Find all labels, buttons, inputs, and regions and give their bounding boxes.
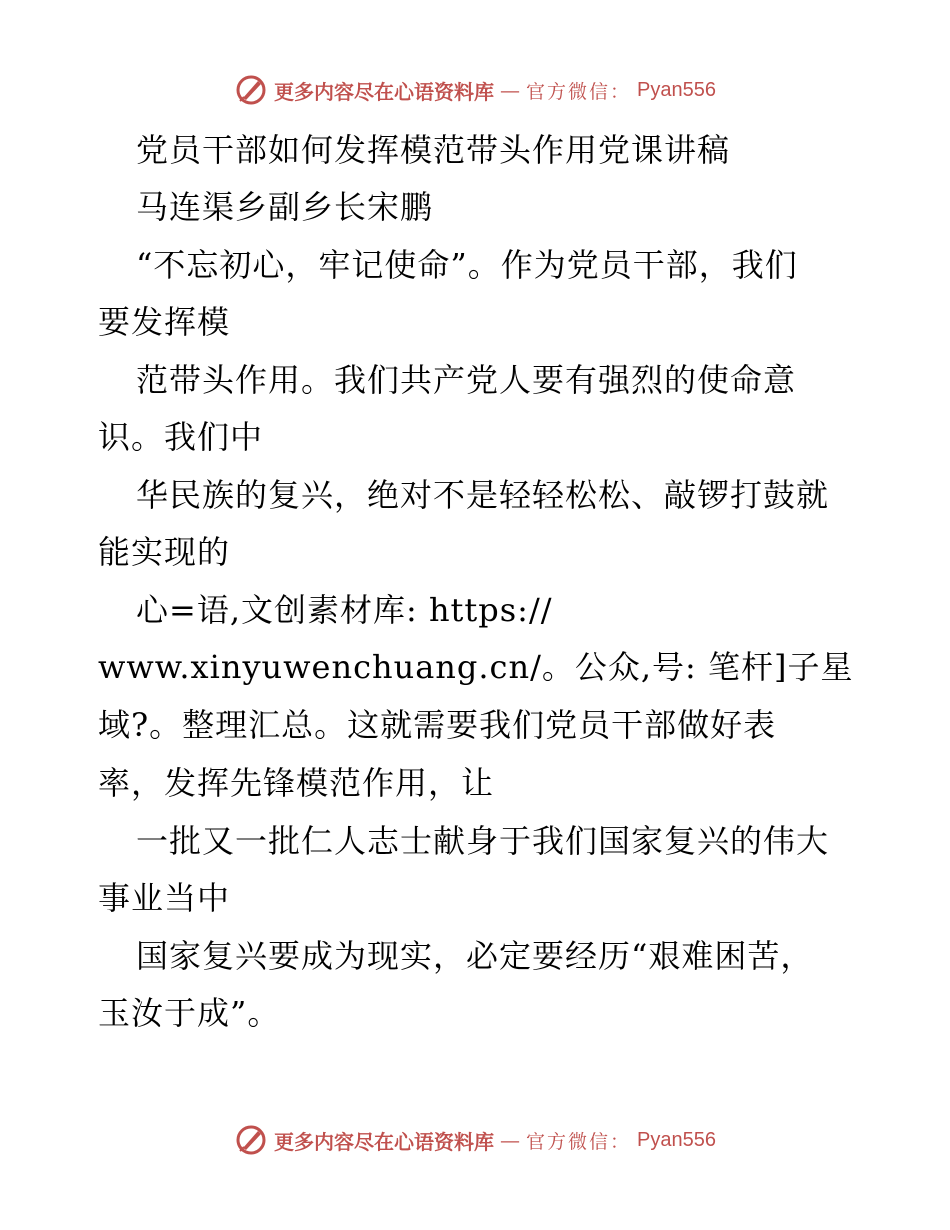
footer-wechat-label: 官方微信： [526, 1130, 632, 1153]
document-author: 马连渠乡副乡长宋鹏 [136, 188, 434, 226]
footer-brand-text: 更多内容尽在心语资料库 [274, 1129, 494, 1154]
footer-dash: — [500, 1128, 520, 1152]
paragraph-line: 国家复兴要成为现实，必定要经历“艰难困苦， [136, 937, 814, 975]
header-wechat-id: Pyan556 [637, 78, 716, 101]
paragraph-line: 心=语,文创素材库: https:// [136, 591, 553, 629]
paragraph-line: 范带头作用。我们共产党人要有强烈的使命意 [136, 361, 797, 399]
paragraph-line: 一批又一批仁人志士献身于我们国家复兴的伟大 [136, 822, 830, 860]
paragraph-line: 率，发挥先锋模范作用，让 [98, 764, 495, 802]
paragraph-line: www.xinyuwenchuang.cn/。公众,号: 笔杆]子星 [98, 648, 854, 686]
footer-wechat-id: Pyan556 [637, 1128, 716, 1151]
paragraph-line: 要发挥模 [98, 303, 231, 341]
paragraph-line: 能实现的 [98, 533, 231, 571]
header-wechat-label: 官方微信： [526, 80, 632, 103]
header-dash: — [500, 78, 520, 102]
quill-logo-icon [234, 1123, 268, 1157]
footer-banner [0, 1120, 950, 1160]
paragraph-line: 域?。整理汇总。这就需要我们党员干部做好表 [98, 706, 777, 744]
paragraph-line: 华民族的复兴，绝对不是轻轻松松、敲锣打鼓就 [136, 476, 830, 514]
paragraph-line: 玉汝于成”。 [98, 994, 281, 1032]
paragraph-line: 识。我们中 [98, 418, 264, 456]
header-brand-text: 更多内容尽在心语资料库 [274, 79, 494, 104]
header-banner [0, 70, 950, 110]
paragraph-line: “不忘初心，牢记使命”。作为党员干部，我们 [136, 246, 798, 284]
paragraph-line: 事业当中 [98, 879, 231, 917]
document-title: 党员干部如何发挥模范带头作用党课讲稿 [136, 131, 731, 169]
quill-logo-icon [234, 73, 268, 107]
